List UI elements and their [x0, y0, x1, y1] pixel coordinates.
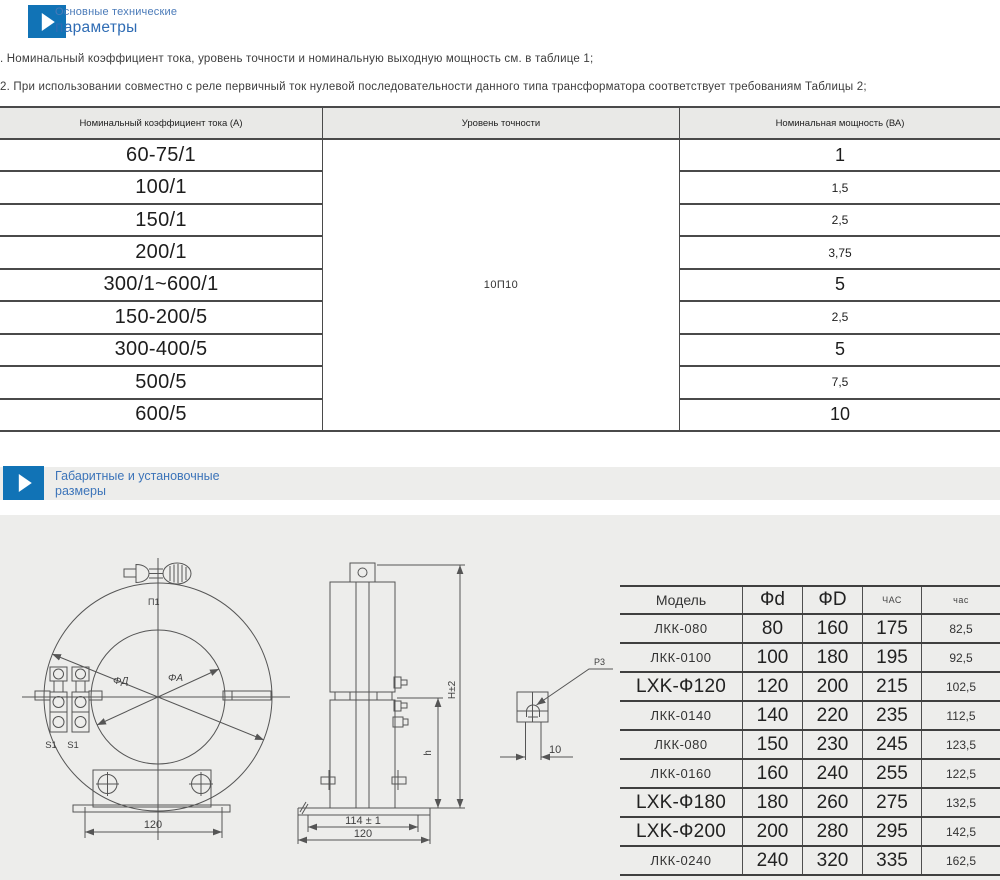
- model-cell: ЛКК-080: [620, 615, 743, 642]
- rated-power-cell: 2,5: [680, 302, 1000, 334]
- section2-title-line1: Габаритные и установочные: [55, 469, 220, 483]
- current-ratio-cell: 200/1: [0, 237, 322, 269]
- dimensions-table-row: [620, 760, 1000, 789]
- height-cell: 195: [863, 644, 922, 671]
- power-column: [680, 140, 1000, 430]
- dimensions-table-row: [620, 615, 1000, 644]
- height-cell: 255: [863, 760, 922, 787]
- terminal-label: S1: [67, 740, 79, 751]
- phi-d-cell: 120: [743, 673, 803, 700]
- ratio-column: [0, 140, 322, 430]
- ratings-table-body: [0, 140, 1000, 432]
- inner-height-cell: 112,5: [946, 708, 976, 723]
- diameter-label: ΦА: [168, 673, 184, 684]
- height-dim: H±2: [447, 680, 458, 700]
- column-header: ФD: [803, 587, 863, 613]
- phi-d-cell: 240: [743, 847, 803, 874]
- rated-power-cell: 7,5: [680, 367, 1000, 399]
- ratings-table-header: [0, 106, 1000, 140]
- phi-D-cell: 280: [803, 818, 863, 845]
- inner-height-cell: 142,5: [945, 824, 977, 839]
- dimensions-table-row: [620, 702, 1000, 731]
- rated-power-cell: 5: [680, 335, 1000, 367]
- height-cell: 275: [863, 789, 922, 816]
- terminal-label: S1: [45, 740, 57, 751]
- current-ratio-cell: 150-200/5: [0, 302, 322, 334]
- phi-d-cell: 80: [743, 615, 803, 642]
- dimension-drawings: [0, 515, 630, 880]
- phi-d-cell: 160: [743, 760, 803, 787]
- current-ratio-cell: 300-400/5: [0, 335, 322, 367]
- current-ratio-cell: 60-75/1: [0, 140, 322, 172]
- inner-height-cell: 123,5: [945, 737, 977, 752]
- section1-title-line2: параметры: [55, 19, 138, 36]
- thickness-dim: 10: [549, 744, 562, 756]
- phi-D-cell: 320: [803, 847, 863, 874]
- inner-height-dim: h: [423, 750, 434, 756]
- current-ratio-cell: 600/5: [135, 403, 187, 426]
- callout-label: Р3: [594, 657, 606, 667]
- inner-height-cell: 102,5: [945, 679, 977, 694]
- current-ratio-cell: 500/5: [0, 367, 322, 399]
- current-ratio-cell: 150/1: [0, 205, 322, 237]
- rated-power-cell: 1: [680, 140, 1000, 172]
- hole-span-dim: 114 ± 1: [345, 815, 381, 827]
- model-cell: ЛКК-0140: [620, 702, 743, 729]
- dimensions-table-body: [620, 615, 1000, 876]
- dimensions-table-header: [620, 585, 1000, 615]
- current-ratio-cell: 100/1: [0, 172, 322, 204]
- play-icon: [3, 466, 44, 500]
- inner-height-cell: 132,5: [945, 795, 977, 810]
- model-cell: ЛКК-0160: [620, 760, 743, 787]
- rated-power-cell: 10: [829, 404, 851, 425]
- dimensions-table-row: [620, 644, 1000, 673]
- phi-D-cell: 230: [803, 731, 863, 758]
- inner-height-cell: 162,5: [945, 853, 977, 868]
- phi-D-cell: 160: [803, 615, 863, 642]
- phi-d-cell: 140: [743, 702, 803, 729]
- rated-power-cell: 5: [680, 270, 1000, 302]
- section1-title-line1: Основные технические: [55, 6, 178, 18]
- column-header: Фd: [743, 587, 803, 613]
- height-cell: 235: [863, 702, 922, 729]
- base-width-dim: 120: [353, 828, 373, 840]
- inner-height-cell: 92,5: [949, 650, 973, 665]
- inner-height-cell: 82,5: [949, 621, 973, 636]
- rated-power-cell: 3,75: [680, 237, 1000, 269]
- phi-d-cell: 150: [743, 731, 803, 758]
- model-cell: LXK-Ф200: [620, 818, 743, 845]
- dimensions-table-row: [620, 673, 1000, 702]
- side-view-drawing: [298, 563, 465, 844]
- accuracy-class-cell: 10П10: [322, 140, 680, 430]
- phi-D-cell: 220: [803, 702, 863, 729]
- rated-power-cell: 2,5: [680, 205, 1000, 237]
- phi-D-cell: 200: [803, 673, 863, 700]
- model-cell: ЛКК-080: [620, 731, 743, 758]
- height-cell: 245: [863, 731, 922, 758]
- diameter-label: ΦД: [113, 676, 129, 687]
- ratings-table: [0, 106, 1000, 432]
- phi-d-cell: 100: [743, 644, 803, 671]
- phi-D-cell: 180: [803, 644, 863, 671]
- dimensions-table-row: [620, 789, 1000, 818]
- phi-D-cell: 260: [803, 789, 863, 816]
- phi-d-cell: 180: [743, 789, 803, 816]
- inner-height-cell: 122,5: [945, 766, 977, 781]
- note-1: . Номинальный коэффициент тока, уровень точности и номинальную выходную мощность см. в таблице 1;: [0, 53, 594, 65]
- section2-title-line2: размеры: [55, 484, 106, 498]
- base-width-dim: 120: [143, 819, 163, 831]
- dimensions-table: [620, 585, 1000, 876]
- phi-d-cell: 200: [743, 818, 803, 845]
- column-header: Уровень точности: [322, 108, 680, 138]
- column-header: Модель: [620, 587, 743, 613]
- dimensions-table-row: [620, 847, 1000, 876]
- note-2: 2. При использовании совместно с реле первичный ток нулевой последовательности данного типа трансформатора соответствует требованиям Таблицы 2;: [0, 81, 867, 93]
- model-cell: ЛКК-0240: [620, 847, 743, 874]
- model-cell: LXK-Ф180: [620, 789, 743, 816]
- dimensions-table-row: [620, 731, 1000, 760]
- model-cell: LXK-Ф120: [620, 673, 743, 700]
- column-header: час: [953, 595, 969, 605]
- height-cell: 175: [863, 615, 922, 642]
- phi-D-cell: 240: [803, 760, 863, 787]
- column-header: Номинальный коэффициент тока (А): [79, 117, 243, 129]
- secondary-terminals: [35, 667, 102, 732]
- tap-label: П1: [148, 597, 160, 607]
- column-header: ЧАС: [863, 587, 922, 613]
- model-cell: ЛКК-0100: [620, 644, 743, 671]
- current-ratio-cell: 300/1~600/1: [0, 270, 322, 302]
- height-cell: 335: [863, 847, 922, 874]
- height-cell: 215: [863, 673, 922, 700]
- dimensions-table-row: [620, 818, 1000, 847]
- rated-power-cell: 1,5: [680, 172, 1000, 204]
- column-header: Номинальная мощность (ВА): [775, 117, 905, 129]
- height-cell: 295: [863, 818, 922, 845]
